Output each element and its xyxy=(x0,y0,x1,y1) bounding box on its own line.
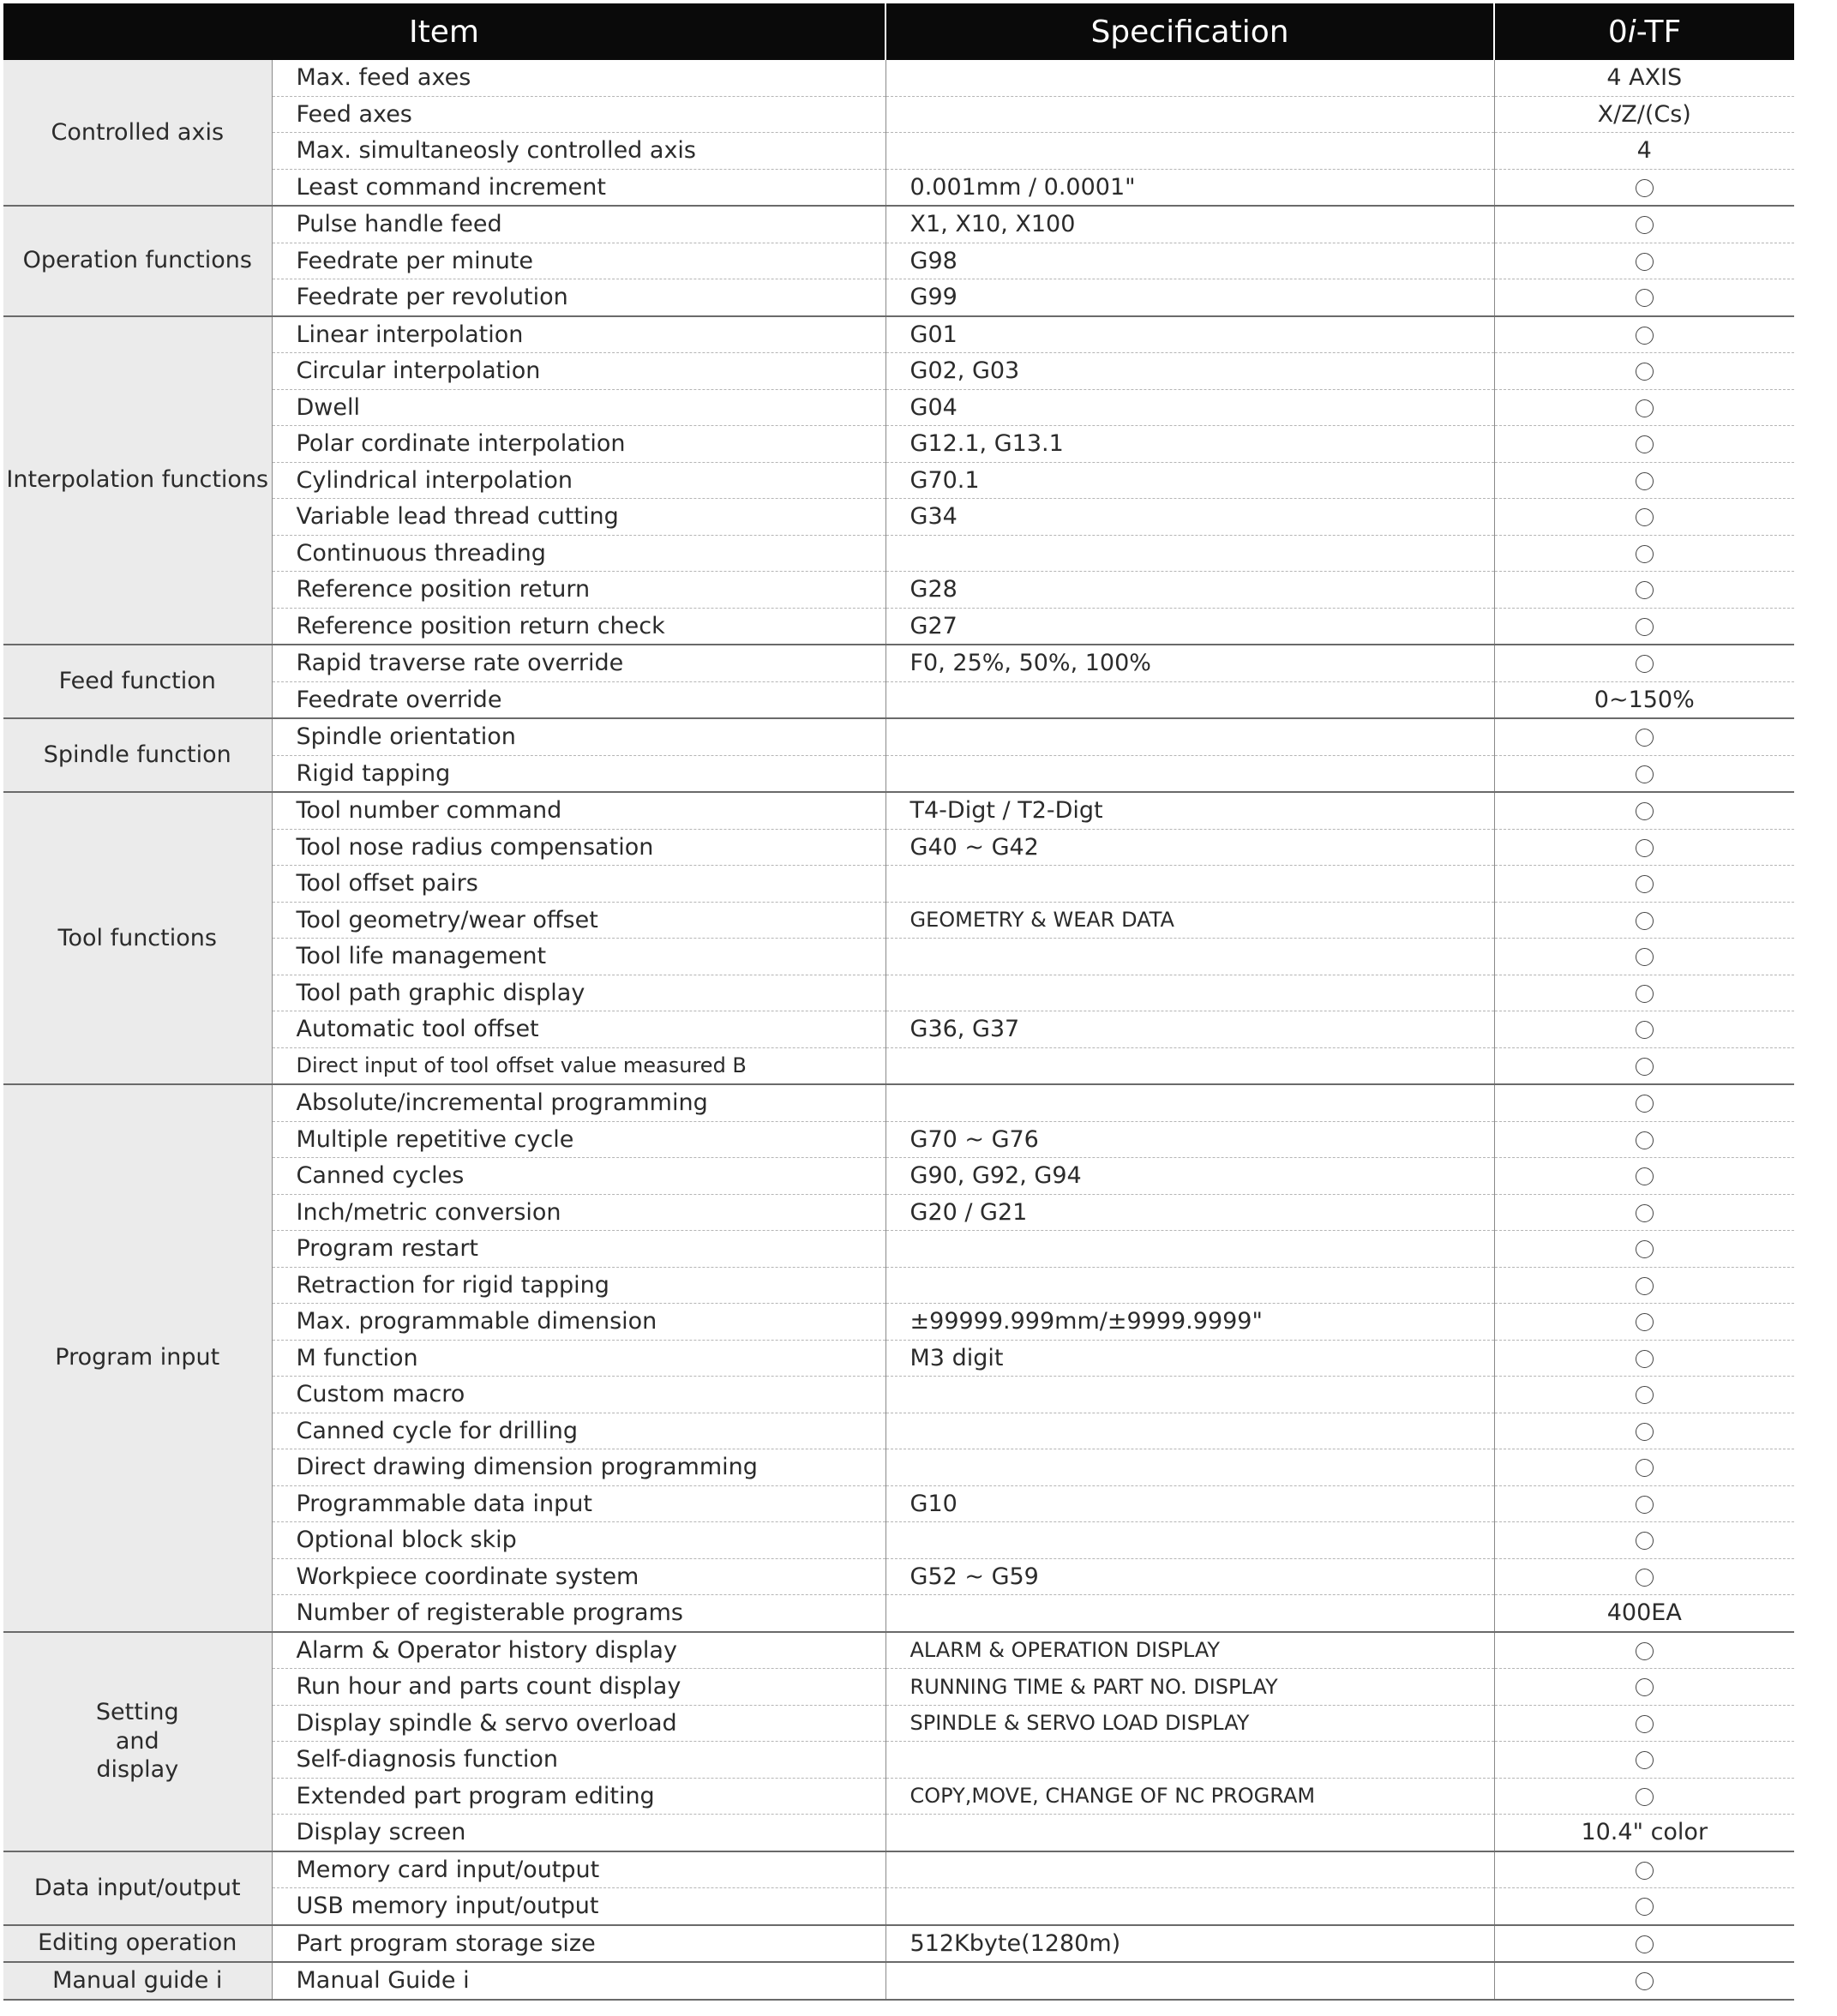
specification-value xyxy=(885,1522,1494,1559)
circle-icon xyxy=(1636,1350,1654,1368)
availability-cell xyxy=(1494,1449,1794,1486)
circle-icon xyxy=(1636,1423,1654,1441)
table-row xyxy=(3,60,1794,96)
table-row xyxy=(3,1742,1794,1779)
circle-icon xyxy=(1636,581,1654,599)
item-name: Canned cycle for drilling xyxy=(272,1413,885,1449)
table-row xyxy=(3,1778,1794,1815)
availability-cell xyxy=(1494,1632,1794,1669)
item-name: M function xyxy=(272,1340,885,1377)
model-value: 4 AXIS xyxy=(1494,60,1794,96)
item-name: Alarm & Operator history display xyxy=(272,1632,885,1669)
circle-icon xyxy=(1636,1386,1654,1404)
specification-value: G28 xyxy=(885,572,1494,609)
specification-value xyxy=(885,60,1494,96)
item-name: Display screen xyxy=(272,1815,885,1851)
group-label-text: and xyxy=(115,1727,159,1755)
group-label-text: display xyxy=(96,1756,179,1784)
circle-icon xyxy=(1636,1204,1654,1222)
item-name: Dwell xyxy=(272,389,885,426)
group-label xyxy=(3,316,272,645)
availability-cell xyxy=(1494,389,1794,426)
table-row xyxy=(3,866,1794,903)
table-row xyxy=(3,316,1794,353)
item-name: Display spindle & servo overload xyxy=(272,1705,885,1742)
specification-value: G70 ~ G76 xyxy=(885,1121,1494,1158)
specification-value xyxy=(885,1851,1494,1888)
table-row xyxy=(3,133,1794,170)
item-name: Tool number command xyxy=(272,792,885,829)
availability-cell xyxy=(1494,535,1794,572)
table-row xyxy=(3,1340,1794,1377)
item-name: Extended part program editing xyxy=(272,1778,885,1815)
table-row xyxy=(3,645,1794,681)
table-row xyxy=(3,279,1794,316)
availability-cell xyxy=(1494,572,1794,609)
circle-icon xyxy=(1636,1095,1654,1113)
item-name: Variable lead thread cutting xyxy=(272,499,885,536)
availability-cell xyxy=(1494,1194,1794,1231)
specification-value xyxy=(885,96,1494,133)
table-row xyxy=(3,169,1794,206)
specification-value xyxy=(885,133,1494,170)
item-name: Tool life management xyxy=(272,939,885,975)
table-row xyxy=(3,1815,1794,1851)
availability-cell xyxy=(1494,1267,1794,1304)
table-row xyxy=(3,939,1794,975)
item-name: Absolute/incremental programming xyxy=(272,1084,885,1121)
availability-cell xyxy=(1494,1851,1794,1888)
item-name: Part program storage size xyxy=(272,1925,885,1963)
circle-icon xyxy=(1636,179,1654,197)
header-item: Item xyxy=(3,3,885,60)
specification-value: G36, G37 xyxy=(885,1011,1494,1048)
model-value: 10.4" color xyxy=(1494,1815,1794,1851)
group-label-text: Editing operation xyxy=(38,1929,237,1957)
table-header-row xyxy=(3,3,1794,60)
specification-value xyxy=(885,1888,1494,1925)
item-name: Program restart xyxy=(272,1231,885,1268)
specification-value: 0.001mm / 0.0001" xyxy=(885,169,1494,206)
specification-value: G90, G92, G94 xyxy=(885,1158,1494,1195)
availability-cell xyxy=(1494,1558,1794,1595)
item-name: Continuous threading xyxy=(272,535,885,572)
item-name: Canned cycles xyxy=(272,1158,885,1195)
item-name: Spindle orientation xyxy=(272,718,885,755)
table-row xyxy=(3,96,1794,133)
circle-icon xyxy=(1636,1569,1654,1587)
model-value: 0~150% xyxy=(1494,681,1794,718)
specification-value xyxy=(885,535,1494,572)
availability-cell xyxy=(1494,1158,1794,1195)
circle-icon xyxy=(1636,1277,1654,1295)
circle-icon xyxy=(1636,729,1654,747)
circle-icon xyxy=(1636,1788,1654,1806)
item-name: Run hour and parts count display xyxy=(272,1669,885,1706)
circle-icon xyxy=(1636,1715,1654,1733)
table-row xyxy=(3,535,1794,572)
group-label xyxy=(3,60,272,206)
table-row xyxy=(3,1632,1794,1669)
group-label-text: Tool functions xyxy=(57,924,217,951)
table-row xyxy=(3,1705,1794,1742)
table-row xyxy=(3,608,1794,645)
circle-icon xyxy=(1636,912,1654,930)
circle-icon xyxy=(1636,435,1654,453)
circle-icon xyxy=(1636,1167,1654,1185)
header-model xyxy=(1494,3,1794,60)
specification-value xyxy=(885,718,1494,755)
circle-icon xyxy=(1636,472,1654,490)
table-row xyxy=(3,1047,1794,1084)
group-label xyxy=(3,1084,272,1632)
table-row xyxy=(3,902,1794,939)
availability-cell xyxy=(1494,902,1794,939)
availability-cell xyxy=(1494,1522,1794,1559)
table-row xyxy=(3,1485,1794,1522)
table-row xyxy=(3,792,1794,829)
specification-value xyxy=(885,1231,1494,1268)
table-row xyxy=(3,1595,1794,1632)
table-row xyxy=(3,1267,1794,1304)
group-label xyxy=(3,1925,272,1963)
item-name: Number of registerable programs xyxy=(272,1595,885,1632)
specification-value: G52 ~ G59 xyxy=(885,1558,1494,1595)
table-row xyxy=(3,1304,1794,1341)
circle-icon xyxy=(1636,1532,1654,1550)
specification-value xyxy=(885,1742,1494,1779)
specification-value xyxy=(885,866,1494,903)
circle-icon xyxy=(1636,1021,1654,1039)
item-name: Direct input of tool offset value measured B xyxy=(272,1047,885,1084)
group-label-text: Program input xyxy=(55,1344,220,1371)
availability-cell xyxy=(1494,608,1794,645)
table-row xyxy=(3,755,1794,792)
specification-value xyxy=(885,1413,1494,1449)
group-label-text: Operation functions xyxy=(22,247,252,274)
specification-value xyxy=(885,939,1494,975)
specification-value: GEOMETRY & WEAR DATA xyxy=(885,902,1494,939)
group-label xyxy=(3,1851,272,1925)
availability-cell xyxy=(1494,279,1794,316)
availability-cell xyxy=(1494,1962,1794,2000)
circle-icon xyxy=(1636,1642,1654,1660)
specification-value: F0, 25%, 50%, 100% xyxy=(885,645,1494,681)
item-name: Least command increment xyxy=(272,169,885,206)
specification-value: G98 xyxy=(885,243,1494,279)
specification-value: G12.1, G13.1 xyxy=(885,426,1494,463)
table-row xyxy=(3,1377,1794,1413)
item-name: Manual Guide i xyxy=(272,1962,885,2000)
circle-icon xyxy=(1636,618,1654,636)
availability-cell xyxy=(1494,718,1794,755)
table-row xyxy=(3,1449,1794,1486)
circle-icon xyxy=(1636,1972,1654,1990)
circle-icon xyxy=(1636,839,1654,857)
table-row xyxy=(3,206,1794,243)
item-name: Feedrate override xyxy=(272,681,885,718)
table-row xyxy=(3,1413,1794,1449)
availability-cell xyxy=(1494,1925,1794,1963)
table-row xyxy=(3,1522,1794,1559)
specification-value: G70.1 xyxy=(885,462,1494,499)
table-row xyxy=(3,1011,1794,1048)
specification-value xyxy=(885,1595,1494,1632)
availability-cell xyxy=(1494,829,1794,866)
specification-value xyxy=(885,1084,1494,1121)
circle-icon xyxy=(1636,545,1654,563)
availability-cell xyxy=(1494,1231,1794,1268)
specification-value xyxy=(885,681,1494,718)
circle-icon xyxy=(1636,655,1654,673)
specification-value: G01 xyxy=(885,316,1494,353)
specification-value: G27 xyxy=(885,608,1494,645)
specification-value: ALARM & OPERATION DISPLAY xyxy=(885,1632,1494,1669)
circle-icon xyxy=(1636,289,1654,307)
item-name: Tool nose radius compensation xyxy=(272,829,885,866)
group-label xyxy=(3,206,272,316)
availability-cell xyxy=(1494,462,1794,499)
group-label xyxy=(3,1962,272,2000)
circle-icon xyxy=(1636,1058,1654,1076)
specification-value xyxy=(885,1815,1494,1851)
availability-cell xyxy=(1494,1121,1794,1158)
availability-cell xyxy=(1494,1742,1794,1779)
table-body xyxy=(3,60,1794,2000)
availability-cell xyxy=(1494,1888,1794,1925)
group-label-text: Setting xyxy=(95,1698,179,1725)
group-label-text: Feed function xyxy=(58,668,216,695)
circle-icon xyxy=(1636,1459,1654,1477)
availability-cell xyxy=(1494,169,1794,206)
table-row xyxy=(3,1888,1794,1925)
group-label xyxy=(3,718,272,792)
table-row xyxy=(3,1669,1794,1706)
availability-cell xyxy=(1494,1340,1794,1377)
item-name: Custom macro xyxy=(272,1377,885,1413)
header-model-suffix: -TF xyxy=(1636,14,1682,50)
availability-cell xyxy=(1494,1084,1794,1121)
specification-value xyxy=(885,755,1494,792)
item-name: Direct drawing dimension programming xyxy=(272,1449,885,1486)
table-row xyxy=(3,975,1794,1011)
circle-icon xyxy=(1636,1898,1654,1916)
availability-cell xyxy=(1494,243,1794,279)
circle-icon xyxy=(1636,1313,1654,1331)
availability-cell xyxy=(1494,939,1794,975)
specification-value: G02, G03 xyxy=(885,353,1494,390)
circle-icon xyxy=(1636,802,1654,820)
specification-value xyxy=(885,1047,1494,1084)
item-name: Self-diagnosis function xyxy=(272,1742,885,1779)
group-label-text: Data input/output xyxy=(33,1874,241,1901)
specification-value: X1, X10, X100 xyxy=(885,206,1494,243)
circle-icon xyxy=(1636,1496,1654,1514)
availability-cell xyxy=(1494,316,1794,353)
table-row xyxy=(3,243,1794,279)
item-name: USB memory input/output xyxy=(272,1888,885,1925)
specification-value: ±99999.999mm/±9999.9999" xyxy=(885,1304,1494,1341)
group-label-text: Manual guide i xyxy=(52,1966,223,1994)
specification-value: G40 ~ G42 xyxy=(885,829,1494,866)
item-name: Polar cordinate interpolation xyxy=(272,426,885,463)
circle-icon xyxy=(1636,1862,1654,1880)
item-name: Pulse handle feed xyxy=(272,206,885,243)
table-row xyxy=(3,389,1794,426)
header-specification: Specification xyxy=(885,3,1494,60)
item-name: Workpiece coordinate system xyxy=(272,1558,885,1595)
circle-icon xyxy=(1636,875,1654,893)
item-name: Rigid tapping xyxy=(272,755,885,792)
availability-cell xyxy=(1494,645,1794,681)
table-row xyxy=(3,1558,1794,1595)
item-name: Inch/metric conversion xyxy=(272,1194,885,1231)
circle-icon xyxy=(1636,985,1654,1003)
availability-cell xyxy=(1494,1485,1794,1522)
circle-icon xyxy=(1636,253,1654,271)
table-row xyxy=(3,572,1794,609)
item-name: Multiple repetitive cycle xyxy=(272,1121,885,1158)
item-name: Tool geometry/wear offset xyxy=(272,902,885,939)
item-name: Cylindrical interpolation xyxy=(272,462,885,499)
circle-icon xyxy=(1636,327,1654,345)
availability-cell xyxy=(1494,1413,1794,1449)
specification-value: G10 xyxy=(885,1485,1494,1522)
availability-cell xyxy=(1494,206,1794,243)
item-name: Max. programmable dimension xyxy=(272,1304,885,1341)
item-name: Feedrate per minute xyxy=(272,243,885,279)
model-value: 4 xyxy=(1494,133,1794,170)
specification-value: G20 / G21 xyxy=(885,1194,1494,1231)
item-name: Optional block skip xyxy=(272,1522,885,1559)
table-row xyxy=(3,1851,1794,1888)
group-label-text: Controlled axis xyxy=(51,118,225,146)
item-name: Reference position return check xyxy=(272,608,885,645)
item-name: Circular interpolation xyxy=(272,353,885,390)
availability-cell xyxy=(1494,499,1794,536)
table-row xyxy=(3,681,1794,718)
item-name: Linear interpolation xyxy=(272,316,885,353)
specification-value xyxy=(885,1377,1494,1413)
circle-icon xyxy=(1636,765,1654,783)
table-row xyxy=(3,353,1794,390)
circle-icon xyxy=(1636,1678,1654,1696)
item-name: Memory card input/output xyxy=(272,1851,885,1888)
table-row xyxy=(3,1084,1794,1121)
group-label xyxy=(3,1632,272,1851)
header-model-italic: i xyxy=(1627,14,1636,50)
availability-cell xyxy=(1494,1377,1794,1413)
availability-cell xyxy=(1494,1011,1794,1048)
specification-value: G04 xyxy=(885,389,1494,426)
availability-cell xyxy=(1494,1304,1794,1341)
specification-value xyxy=(885,1449,1494,1486)
item-name: Max. feed axes xyxy=(272,60,885,96)
specification-value: 512Kbyte(1280m) xyxy=(885,1925,1494,1963)
item-name: Feedrate per revolution xyxy=(272,279,885,316)
availability-cell xyxy=(1494,426,1794,463)
model-value: X/Z/(Cs) xyxy=(1494,96,1794,133)
item-name: Tool offset pairs xyxy=(272,866,885,903)
group-label xyxy=(3,645,272,718)
table-row xyxy=(3,462,1794,499)
specification-value: RUNNING TIME & PART NO. DISPLAY xyxy=(885,1669,1494,1706)
specification-value xyxy=(885,1267,1494,1304)
availability-cell xyxy=(1494,792,1794,829)
specification-value: G34 xyxy=(885,499,1494,536)
header-model-prefix: 0 xyxy=(1607,14,1628,50)
table-row xyxy=(3,718,1794,755)
item-name: Tool path graphic display xyxy=(272,975,885,1011)
spec-table xyxy=(3,3,1794,2001)
availability-cell xyxy=(1494,353,1794,390)
circle-icon xyxy=(1636,1131,1654,1149)
table-row xyxy=(3,1925,1794,1963)
specification-value: M3 digit xyxy=(885,1340,1494,1377)
item-name: Max. simultaneosly controlled axis xyxy=(272,133,885,170)
availability-cell xyxy=(1494,1778,1794,1815)
circle-icon xyxy=(1636,1240,1654,1258)
item-name: Retraction for rigid tapping xyxy=(272,1267,885,1304)
specification-value: G99 xyxy=(885,279,1494,316)
availability-cell xyxy=(1494,975,1794,1011)
table-row xyxy=(3,1121,1794,1158)
item-name: Automatic tool offset xyxy=(272,1011,885,1048)
table-row xyxy=(3,1231,1794,1268)
model-value: 400EA xyxy=(1494,1595,1794,1632)
item-name: Rapid traverse rate override xyxy=(272,645,885,681)
circle-icon xyxy=(1636,508,1654,526)
circle-icon xyxy=(1636,1935,1654,1953)
specification-value: T4-Digt / T2-Digt xyxy=(885,792,1494,829)
item-name: Feed axes xyxy=(272,96,885,133)
group-label-text: Interpolation functions xyxy=(6,466,269,494)
item-name: Programmable data input xyxy=(272,1485,885,1522)
table-row xyxy=(3,1194,1794,1231)
group-label xyxy=(3,792,272,1084)
circle-icon xyxy=(1636,399,1654,417)
table-row xyxy=(3,499,1794,536)
specification-value: COPY,MOVE, CHANGE OF NC PROGRAM xyxy=(885,1778,1494,1815)
availability-cell xyxy=(1494,866,1794,903)
availability-cell xyxy=(1494,1705,1794,1742)
group-label-text: Spindle function xyxy=(43,741,231,769)
availability-cell xyxy=(1494,755,1794,792)
item-name: Reference position return xyxy=(272,572,885,609)
table-row xyxy=(3,1158,1794,1195)
table-row xyxy=(3,829,1794,866)
specification-value: SPINDLE & SERVO LOAD DISPLAY xyxy=(885,1705,1494,1742)
availability-cell xyxy=(1494,1669,1794,1706)
table-row xyxy=(3,1962,1794,2000)
specification-value xyxy=(885,1962,1494,2000)
circle-icon xyxy=(1636,948,1654,966)
circle-icon xyxy=(1636,216,1654,234)
specification-value xyxy=(885,975,1494,1011)
table-row xyxy=(3,426,1794,463)
circle-icon xyxy=(1636,363,1654,381)
availability-cell xyxy=(1494,1047,1794,1084)
circle-icon xyxy=(1636,1751,1654,1769)
